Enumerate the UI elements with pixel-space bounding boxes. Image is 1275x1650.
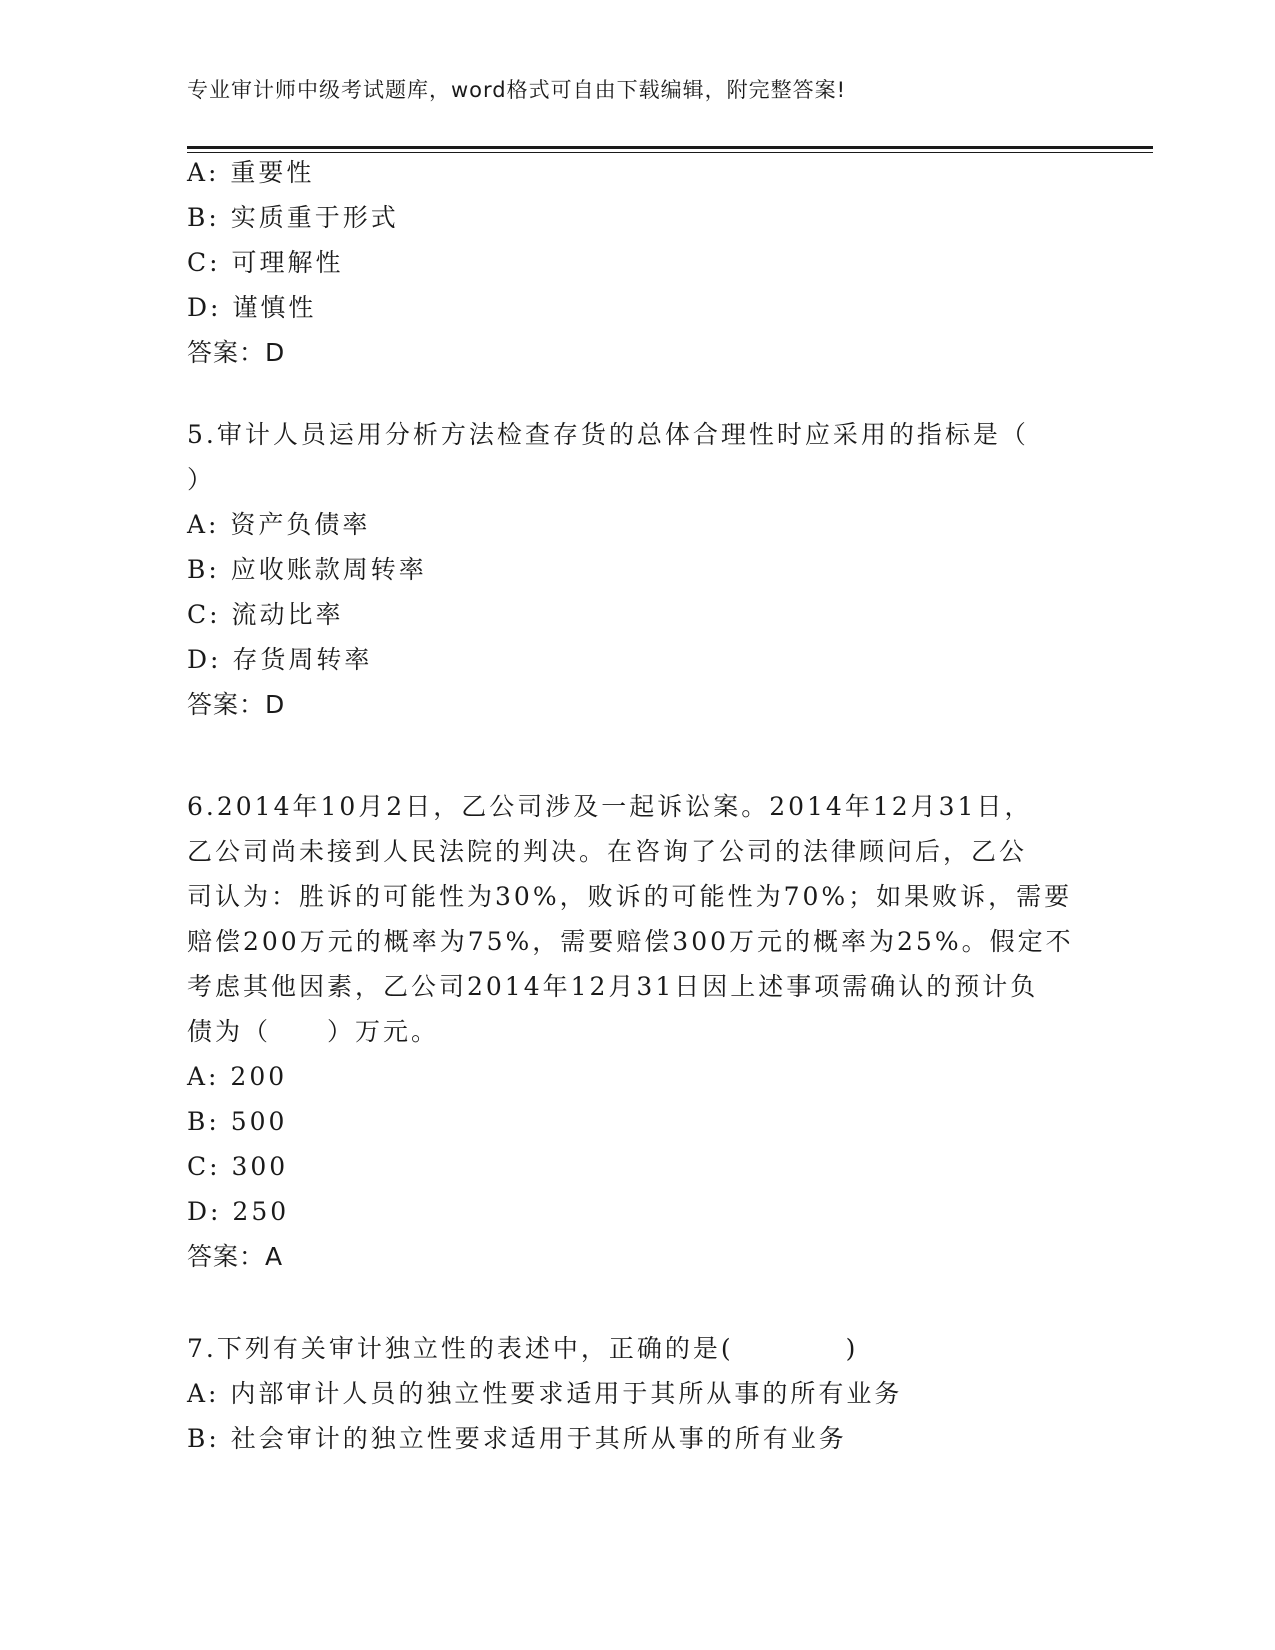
question-text: 乙公司尚未接到人民法院的判决。在咨询了公司的法律顾问后，乙公 [187, 837, 1028, 866]
question-text: 5.审计人员运用分析方法检查存货的总体合理性时应采用的指标是（ [187, 420, 1029, 449]
option-b: B: 应收账款周转率 [187, 555, 427, 584]
option-a: A: 200 [187, 1062, 288, 1091]
answer: 答案：D [187, 338, 286, 367]
option-c: C: 流动比率 [187, 600, 344, 629]
question-text: 赔偿200万元的概率为75%，需要赔偿300万元的概率为25%。假定不 [187, 927, 1074, 956]
option-a: A: 重要性 [187, 158, 315, 187]
question-text: 债为（ ）万元。 [187, 1017, 440, 1046]
answer: 答案：A [187, 1242, 284, 1271]
question-text: 6.2014年10月2日，乙公司涉及一起诉讼案。2014年12月31日， [187, 792, 1033, 821]
question-6 [187, 784, 1074, 1279]
page-header: 专业审计师中级考试题库，word格式可自由下载编辑，附完整答案! [187, 78, 847, 102]
answer: 答案：D [187, 690, 286, 719]
question-text: 考虑其他因素，乙公司2014年12月31日因上述事项需确认的预计负 [187, 972, 1039, 1001]
option-d: D: 存货周转率 [187, 645, 373, 674]
option-d: D: 谨慎性 [187, 293, 317, 322]
header-divider-thick [187, 146, 1153, 149]
question-5 [187, 412, 1067, 727]
option-b: B: 社会审计的独立性要求适用于其所从事的所有业务 [187, 1424, 847, 1453]
option-c: C: 300 [187, 1152, 289, 1181]
question-4 [187, 150, 1067, 375]
option-b: B: 实质重于形式 [187, 203, 399, 232]
option-a: A: 资产负债率 [187, 510, 371, 539]
question-text: 司认为：胜诉的可能性为30%，败诉的可能性为70%；如果败诉，需要 [187, 882, 1073, 911]
option-c: C: 可理解性 [187, 248, 344, 277]
option-a: A: 内部审计人员的独立性要求适用于其所从事的所有业务 [187, 1379, 903, 1408]
option-b: B: 500 [187, 1107, 288, 1136]
question-7 [187, 1326, 1067, 1461]
option-d: D: 250 [187, 1197, 290, 1226]
question-text: ） [187, 465, 216, 494]
question-text: 7.下列有关审计独立性的表述中，正确的是( ) [187, 1334, 859, 1363]
